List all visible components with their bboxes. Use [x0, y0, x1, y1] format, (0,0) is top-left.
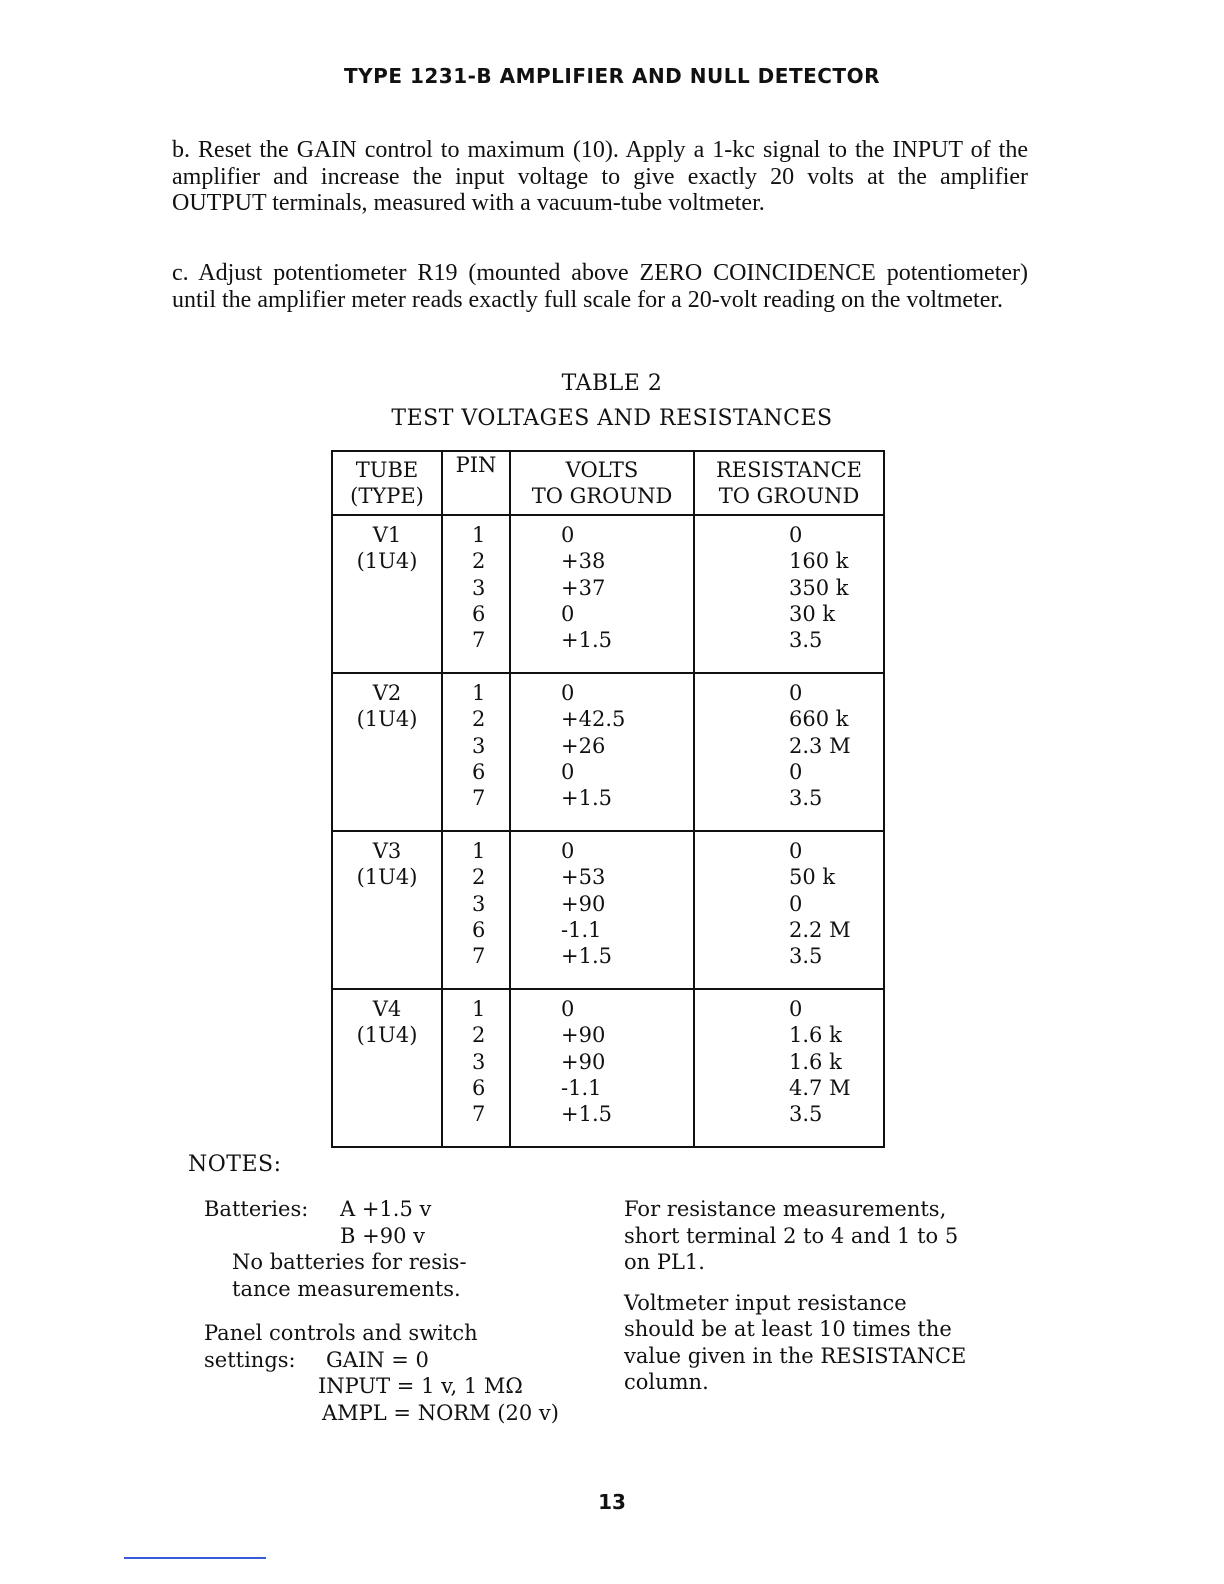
pin-value: 1 — [472, 523, 486, 547]
pin-cell — [442, 673, 510, 831]
pin-value: 1 — [472, 681, 486, 705]
pin-value: 7 — [472, 944, 486, 969]
volts-value: +1.5 — [561, 628, 612, 653]
pin-cell — [442, 515, 510, 673]
volts-value: 0 — [561, 523, 575, 547]
panel-line-1: Panel controls and switch — [204, 1321, 478, 1345]
volts-value: -1.1 — [561, 917, 602, 942]
volts-value: +53 — [561, 865, 606, 890]
batteries-label: Batteries: — [204, 1197, 309, 1221]
volts-value: +37 — [561, 575, 606, 600]
resistance-value: 0 — [789, 681, 803, 705]
tube-type: (1U4) — [356, 549, 418, 574]
pin-value: 6 — [472, 917, 486, 942]
voltmeter-line-4: column. — [624, 1370, 709, 1394]
volts-cell — [510, 515, 694, 673]
ampl-setting: AMPL = NORM (20 v) — [322, 1400, 559, 1425]
volts-value: +42.5 — [561, 707, 626, 732]
page-number: 13 — [598, 1490, 626, 1514]
pin-value: 3 — [472, 575, 486, 600]
pin-value: 7 — [472, 1102, 486, 1127]
tube-name: V2 — [372, 681, 402, 705]
pin-value: 1 — [472, 997, 486, 1021]
volts-value: +1.5 — [561, 1102, 612, 1127]
header-tube-line1: TUBE — [355, 458, 419, 482]
volts-value: +90 — [561, 1023, 606, 1048]
test-voltages-table — [331, 450, 885, 1148]
resistance-cell — [694, 515, 884, 673]
tube-group-row — [332, 831, 884, 989]
resistance-value: 660 k — [789, 707, 849, 732]
no-batteries-line-2: tance measurements. — [232, 1276, 461, 1301]
header-resistance-line1: RESISTANCE — [715, 458, 862, 482]
notes-left — [204, 1196, 604, 1426]
resistance-value: 3.5 — [789, 786, 823, 811]
tube-name: V1 — [372, 523, 402, 547]
volts-value: 0 — [561, 839, 575, 863]
tube-group-row — [332, 673, 884, 831]
short-line-3: on PL1. — [624, 1250, 705, 1274]
tube-name: V4 — [372, 997, 402, 1021]
tube-type: (1U4) — [356, 865, 418, 890]
no-batteries-line-1: No batteries for resis- — [232, 1250, 467, 1274]
volts-value: +1.5 — [561, 786, 612, 811]
pin-value: 2 — [472, 549, 486, 574]
tube-cell — [332, 673, 442, 831]
short-line-2: short terminal 2 to 4 and 1 to 5 — [624, 1223, 959, 1248]
header-tube-line2: (TYPE) — [350, 484, 424, 508]
volts-value: 0 — [561, 601, 575, 626]
tube-cell — [332, 989, 442, 1147]
panel-line-4 — [204, 1400, 604, 1427]
pin-cell — [442, 831, 510, 989]
volts-value: -1.1 — [561, 1075, 602, 1100]
pin-value: 6 — [472, 601, 486, 626]
volts-cell — [510, 831, 694, 989]
volts-value: +90 — [561, 891, 606, 916]
header-resistance — [694, 451, 884, 515]
resistance-value: 3.5 — [789, 628, 823, 653]
resistance-cell — [694, 989, 884, 1147]
pin-value: 6 — [472, 1075, 486, 1100]
resistance-value: 350 k — [789, 575, 849, 600]
resistance-value: 0 — [789, 523, 803, 547]
header-volts-line2: TO GROUND — [531, 484, 673, 508]
tube-cell — [332, 515, 442, 673]
tube-type: (1U4) — [356, 1023, 418, 1048]
resistance-value: 4.7 M — [789, 1075, 851, 1100]
resistance-value: 0 — [789, 891, 803, 916]
paragraph-c: c. Adjust potentiometer R19 (mounted above ZERO COINCIDENCE potentiometer) until the amplifier meter reads exactly full scale for a 20-volt reading on the voltmeter. — [172, 260, 1028, 313]
panel-line-3 — [204, 1373, 604, 1400]
volts-value: +26 — [561, 733, 606, 758]
resistance-value: 0 — [789, 759, 803, 784]
volts-value: +90 — [561, 1049, 606, 1074]
pin-value: 7 — [472, 786, 486, 811]
notes-right — [624, 1196, 1044, 1396]
tube-name: V3 — [372, 839, 402, 863]
header-tube — [332, 451, 442, 515]
resistance-value: 3.5 — [789, 944, 823, 969]
pin-value: 2 — [472, 865, 486, 890]
volts-value: 0 — [561, 997, 575, 1021]
header-resistance-line2: TO GROUND — [718, 484, 860, 508]
resistance-cell — [694, 831, 884, 989]
header-volts — [510, 451, 694, 515]
resistance-value: 2.3 M — [789, 733, 851, 758]
tube-group-row — [332, 515, 884, 673]
pin-value: 1 — [472, 839, 486, 863]
panel-line-2 — [204, 1347, 604, 1374]
table-caption: TEST VOLTAGES AND RESISTANCES — [391, 406, 833, 431]
pin-value: 3 — [472, 1049, 486, 1074]
paragraph-b: b. Reset the GAIN control to maximum (10). Apply a 1-kc signal to the INPUT of the amplifier and increase the input voltage to give exactly 20 volts at the amplifier OUTPUT terminals, measured with a vacuum-tube voltmeter. — [172, 137, 1028, 216]
pin-value: 3 — [472, 733, 486, 758]
short-line-1: For resistance measurements, — [624, 1197, 947, 1221]
pin-cell — [442, 989, 510, 1147]
batteries-line-a — [204, 1196, 604, 1223]
pin-value: 3 — [472, 891, 486, 916]
footer-rule — [124, 1557, 266, 1559]
gain-setting: GAIN = 0 — [326, 1347, 429, 1372]
resistance-value: 30 k — [789, 601, 836, 626]
resistance-value: 3.5 — [789, 1102, 823, 1127]
volts-value: 0 — [561, 681, 575, 705]
pin-value: 2 — [472, 1023, 486, 1048]
resistance-value: 0 — [789, 997, 803, 1021]
voltmeter-line-3: value given in the RESISTANCE — [624, 1343, 967, 1368]
volts-value: +38 — [561, 549, 606, 574]
table-label: TABLE 2 — [561, 371, 663, 396]
header-pin: PIN — [442, 451, 510, 515]
battery-b: B +90 v — [340, 1223, 425, 1248]
page-header: TYPE 1231-B AMPLIFIER AND NULL DETECTOR — [344, 64, 880, 88]
settings-label: settings: — [204, 1347, 296, 1372]
pin-value: 2 — [472, 707, 486, 732]
voltmeter-line-2: should be at least 10 times the — [624, 1317, 952, 1341]
resistance-value: 160 k — [789, 549, 849, 574]
resistance-value: 1.6 k — [789, 1023, 842, 1048]
pin-value: 6 — [472, 759, 486, 784]
resistance-cell — [694, 673, 884, 831]
voltmeter-line-1: Voltmeter input resistance — [624, 1290, 907, 1315]
resistance-value: 1.6 k — [789, 1049, 842, 1074]
input-setting: INPUT = 1 v, 1 MΩ — [318, 1374, 523, 1398]
pin-value: 7 — [472, 628, 486, 653]
volts-cell — [510, 989, 694, 1147]
tube-group-row — [332, 989, 884, 1147]
batteries-line-b — [204, 1223, 604, 1250]
resistance-value: 50 k — [789, 865, 836, 890]
notes-title: NOTES: — [188, 1152, 282, 1177]
battery-a: A +1.5 v — [340, 1197, 432, 1221]
resistance-value: 2.2 M — [789, 917, 851, 942]
volts-value: 0 — [561, 759, 575, 784]
header-volts-line1: VOLTS — [565, 458, 639, 482]
resistance-value: 0 — [789, 839, 803, 863]
tube-type: (1U4) — [356, 707, 418, 732]
volts-value: +1.5 — [561, 944, 612, 969]
table-header-row — [332, 451, 884, 515]
volts-cell — [510, 673, 694, 831]
tube-cell — [332, 831, 442, 989]
table-body — [332, 515, 884, 1147]
